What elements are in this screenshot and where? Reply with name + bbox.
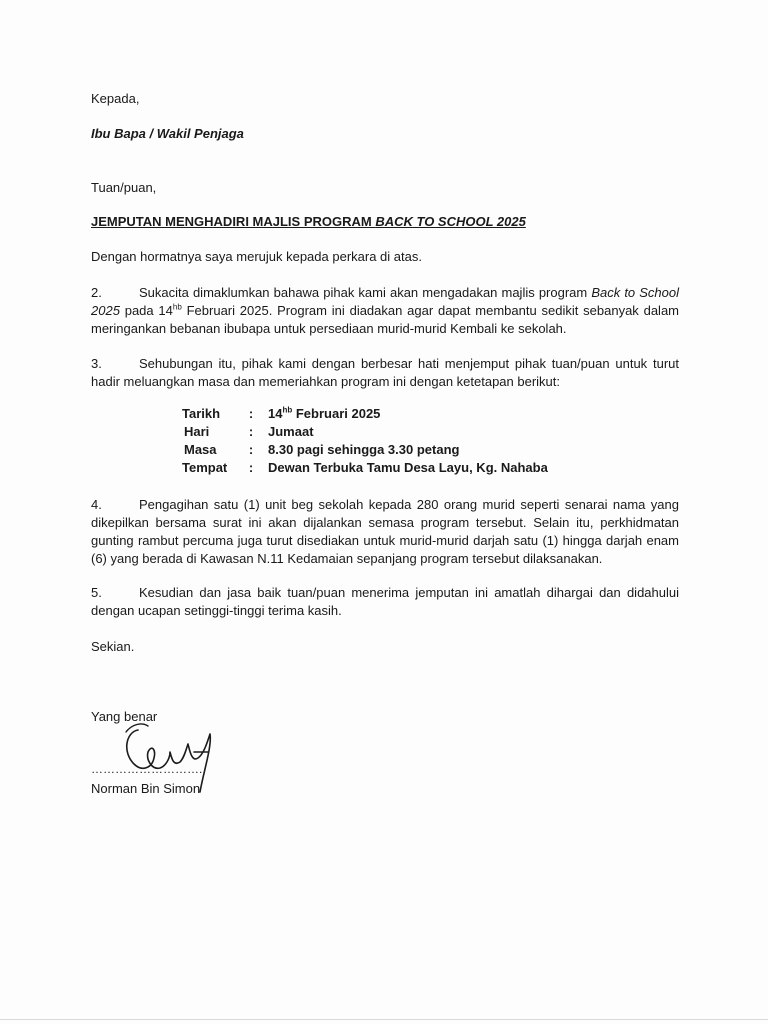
detail-row-hari xyxy=(182,423,548,441)
salutation-to: Kepada, xyxy=(91,91,140,106)
closing: Sekian. xyxy=(91,639,135,654)
greeting: Tuan/puan, xyxy=(91,180,157,195)
paragraph-4 xyxy=(91,496,679,568)
title-prefix: JEMPUTAN MENGHADIRI MAJLIS PROGRAM xyxy=(91,214,376,229)
colon: : xyxy=(248,406,254,421)
tarikh-value xyxy=(268,405,548,423)
opening-line: Dengan hormatnya saya merujuk kepada perkara di atas. xyxy=(91,249,422,264)
signoff: Yang benar xyxy=(91,709,158,724)
hari-label: Hari xyxy=(184,424,210,439)
tempat-label: Tempat xyxy=(182,460,228,475)
para3-number: 3. xyxy=(91,356,102,371)
page-edge xyxy=(0,1019,768,1020)
detail-row-masa xyxy=(182,441,548,459)
tarikh-rest: Februari 2025 xyxy=(292,406,381,421)
para5-text: Kesudian dan jasa baik tuan/puan menerima jemputan ini amatlah dihargai dan didahului dengan ucapan setinggi-tinggi terima kasih. xyxy=(91,585,679,618)
tempat-value: Dewan Terbuka Tamu Desa Layu, Kg. Nahaba xyxy=(268,460,548,475)
signer-name: Norman Bin Simon xyxy=(91,781,201,796)
signature-line: ………………………. xyxy=(91,762,203,776)
para2-italic: Back to School 2025 xyxy=(91,285,680,318)
hari-value: Jumaat xyxy=(268,424,314,439)
paragraph-2 xyxy=(91,284,679,338)
para2-text-b: pada 14 xyxy=(119,303,173,318)
paragraph-5 xyxy=(91,584,679,620)
para2-sup: hb xyxy=(172,302,182,312)
colon: : xyxy=(248,442,254,457)
tarikh-sup: hb xyxy=(282,405,293,415)
colon: : xyxy=(248,460,254,475)
paragraph-3 xyxy=(91,355,679,391)
para2-number: 2. xyxy=(91,285,102,300)
letter-title xyxy=(91,213,526,231)
para2-text-c: Februari 2025. Program ini diadakan agar dapat membantu sedikit sebanyak dalam meringankan bebanan ibubapa untuk persediaan murid-murid Kembali ke sekolah. xyxy=(91,303,680,336)
para4-text: Pengagihan satu (1) unit beg sekolah kepada 280 orang murid seperti senarai nama yang dikepilkan bersama surat ini akan dijalankan semasa program tersebut. Selain itu, perkhidmatan gunting rambut percuma juga turut disediakan untuk murid-murid darjah satu (1) hingga darjah enam (6) yang berada di Kawasan N.11 Kedamaian sepanjang program tersebut dilaksanakan. xyxy=(91,497,679,566)
recipient: Ibu Bapa / Wakil Penjaga xyxy=(91,126,244,141)
tarikh-label: Tarikh xyxy=(182,406,221,421)
para2-text-a: Sukacita dimaklumkan bahawa pihak kami akan mengadakan majlis program xyxy=(139,285,592,300)
masa-value: 8.30 pagi sehingga 3.30 petang xyxy=(268,442,460,457)
para5-number: 5. xyxy=(91,585,102,600)
masa-label: Masa xyxy=(184,442,217,457)
title-italic: BACK TO SCHOOL 2025 xyxy=(375,214,526,229)
detail-row-tarikh xyxy=(182,405,548,423)
event-details xyxy=(182,405,548,477)
tarikh-day: 14 xyxy=(268,406,283,421)
para4-number: 4. xyxy=(91,497,102,512)
detail-row-tempat xyxy=(182,459,548,477)
para3-text: Sehubungan itu, pihak kami dengan berbesar hati menjemput pihak tuan/puan untuk turut hadir meluangkan masa dan memeriahkan program ini dengan ketetapan berikut: xyxy=(91,356,679,389)
colon: : xyxy=(248,424,254,439)
